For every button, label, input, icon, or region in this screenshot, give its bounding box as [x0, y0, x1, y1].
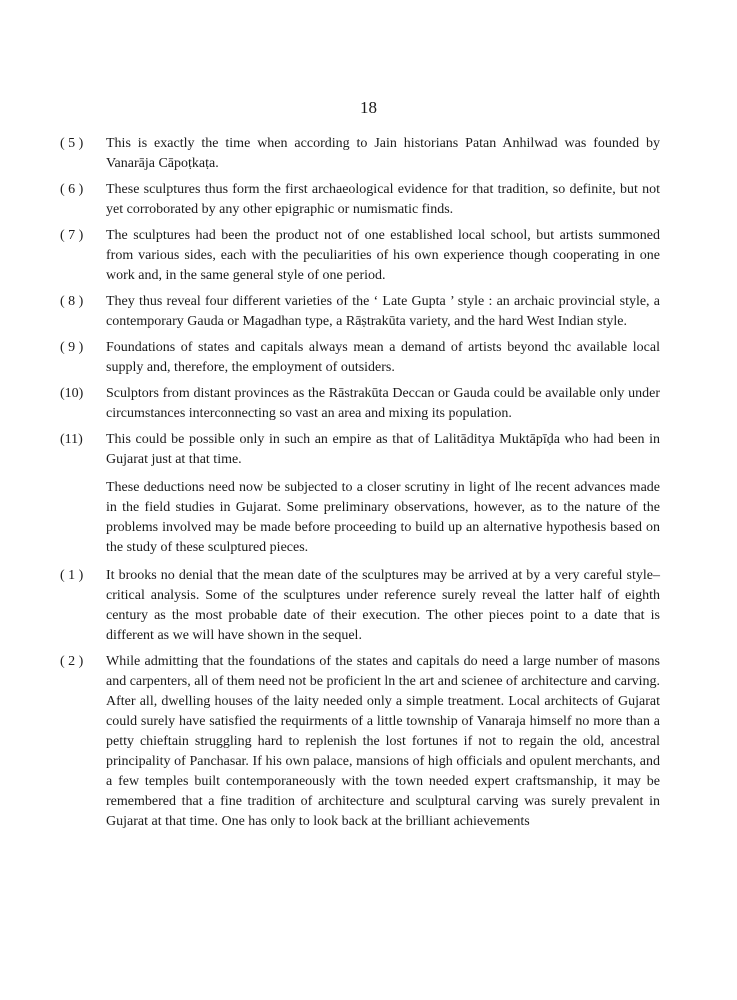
list-item — [60, 180, 660, 220]
item-number: ( 6 ) — [60, 182, 84, 197]
item-number: ( 9 ) — [60, 340, 84, 355]
item-text: Sculptors from distant provinces as the Rāstrakūta Deccan or Gauda could be available only under circumstances interconnecting so vast an area and mixing its population. — [106, 386, 660, 421]
item-number: (11) — [60, 432, 83, 447]
item-text: Foundations of states and capitals always mean a demand of artists beyond thc available local supply and, therefore, the employment of outsiders. — [106, 340, 660, 375]
list-item — [60, 384, 660, 424]
body-paragraph: These deductions need now be subjected to a closer scrutiny in light of lhe recent advances made in the field studies in Gujarat. Some preliminary observations, however, as to the nature of the problems involved may be made before proceeding to build up an alternative hypothesis based on the study of these sculptured pieces. — [106, 480, 660, 555]
list-item — [60, 566, 660, 646]
item-number: ( 2 ) — [60, 654, 84, 669]
item-number: ( 5 ) — [60, 136, 84, 151]
item-number: (10) — [60, 386, 84, 401]
list-item — [60, 338, 660, 378]
item-text: These sculptures thus form the first archaeological evidence for that tradition, so definite, but not yet corroborated by any other epigraphic or numismatic finds. — [106, 182, 660, 217]
item-number: ( 8 ) — [60, 294, 84, 309]
item-text: The sculptures had been the product not of one established local school, but artists summoned from various sides, each with the peculiarities of his own experience though cooperating in one work and, in the same general style of one period. — [106, 228, 660, 283]
item-number: ( 7 ) — [60, 228, 84, 243]
list-item — [60, 134, 660, 174]
page-number: 18 — [360, 98, 377, 117]
body-text — [60, 134, 660, 838]
list-item — [60, 226, 660, 286]
item-text: While admitting that the foundations of the states and capitals do need a large number of masons and carpenters, all of them need not be proficient ln the art and scienee of architecture and carving. After all, dwelling houses of the laity needed only a simple treatment. Local architects of Gujarat could surely have satisfied the requirments of a little township of Vanaraja himself no more than a petty chieftain struggling hard to replenish the lost fortunes if not to regain the old, ancestral principality of Panchasar. If his own palace, mansions of high officials and opulent merchants, and a few temples built contemporaneously with the town needed expert craftsmanship, it may be remembered that a fine tradition of architecture and sculptural carving was surely prevalent in Gujarat at that time. One has only to look back at the brilliant achievements — [106, 654, 660, 829]
list-item — [60, 652, 660, 832]
item-text: This could be possible only in such an empire as that of Lalitāditya Muktāpīḍa who had been in Gujarat just at that time. — [106, 432, 660, 467]
list-item — [60, 292, 660, 332]
item-text: This is exactly the time when according to Jain historians Patan Anhilwad was founded by Vanarāja Cāpoṭkaṭa. — [106, 136, 660, 171]
item-number: ( 1 ) — [60, 568, 84, 583]
list-item — [60, 430, 660, 470]
item-text: They thus reveal four different varieties of the ‘ Late Gupta ’ style : an archaic provincial style, a contemporary Gauda or Magadhan type, a Rāṣtrakūta variety, and the hard West Indian style. — [106, 294, 660, 329]
item-text: It brooks no denial that the mean date of the sculptures may be arrived at by a very careful style–critical analysis. Some of the sculptures under reference surely reveal the latter half of eighth century as the most probable date of their execution. The other pieces point to a date that is different as we will have shown in the sequel. — [106, 568, 660, 643]
